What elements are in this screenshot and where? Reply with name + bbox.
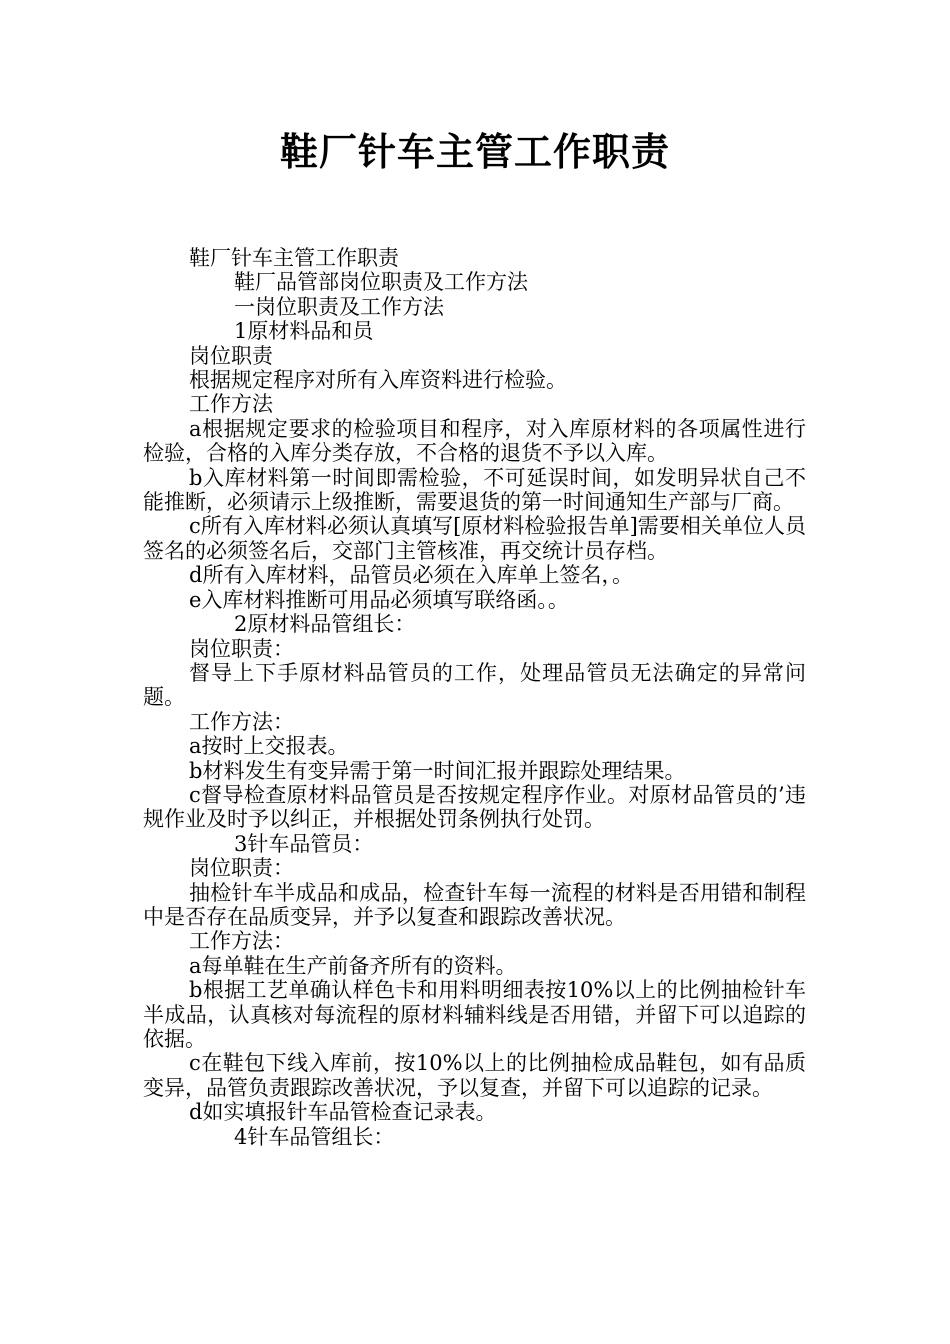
paragraph: b材料发生有变异需于第一时间汇报并跟踪处理结果。 [189, 758, 686, 783]
paragraph: 鞋厂品管部岗位职责及工作方法 [234, 270, 528, 295]
paragraph: 根据规定程序对所有入库资料进行检验。 [189, 368, 567, 393]
paragraph: b根据工艺单确认样色卡和用料明细表按10%以上的比例抽检针车半成品，认真核对每流程的原材料辅料线是否用错，并留下可以追踪的依据。 [143, 978, 806, 1051]
paragraph: 工作方法： [189, 929, 294, 954]
paragraph: 抽检针车半成品和成品，检查针车每一流程的材料是否用错和制程中是否存在品质变异，并予以复查和跟踪改善状况。 [143, 880, 806, 929]
paragraph: 4针车品管组长： [234, 1124, 395, 1149]
paragraph: 岗位职责 [189, 343, 273, 368]
paragraph: c所有入库材料必须认真填写[原材料检验报告单]需要相关单位人员签名的必须签名后，交部门主管核准，再交统计员存档。 [143, 514, 806, 563]
paragraph: 2原材料品管组长： [234, 612, 416, 637]
paragraph: 工作方法 [189, 392, 273, 417]
paragraph: a根据规定要求的检验项目和程序，对入库原材料的各项属性进行检验，合格的入库分类存放，不合格的退货不予以入库。 [143, 416, 806, 466]
paragraph: a按时上交报表。 [189, 734, 349, 759]
page-title: 鞋厂针车主管工作职责 [279, 130, 670, 174]
paragraph: c在鞋包下线入库前，按10%以上的比例抽检成品鞋包，如有品质变异，品管负责跟踪改善状况，予以复查，并留下可以追踪的记录。 [143, 1051, 806, 1100]
paragraph: e入库材料推断可用品必须填写联络函。。 [189, 587, 569, 612]
paragraph: b入库材料第一时间即需检验，不可延误时间，如发明异状自己不能推断，必须请示上级推断，需要退货的第一时间通知生产部与厂商。 [143, 465, 806, 515]
paragraph: 3针车品管员： [234, 831, 374, 856]
paragraph: 一岗位职责及工作方法 [234, 294, 444, 319]
paragraph: a每单鞋在生产前备齐所有的资料。 [189, 953, 517, 978]
paragraph: 岗位职责： [189, 636, 294, 661]
paragraph: c督导检查原材料品管员是否按规定程序作业。对原材品管员的’违规作业及时予以纠正，并根据处罚条例执行处罚。 [143, 782, 806, 832]
document-body [143, 246, 806, 1149]
paragraph: d所有入库材料，品管员必须在入库单上签名，。 [189, 563, 633, 588]
paragraph: 工作方法： [189, 709, 294, 734]
paragraph: d如实填报针车品管检查记录表。 [189, 1100, 497, 1125]
paragraph: 1原材料品和员 [234, 319, 374, 344]
paragraph: 岗位职责： [189, 856, 294, 881]
paragraph: 鞋厂针车主管工作职责 [189, 246, 399, 270]
paragraph: 督导上下手原材料品管员的工作，处理品管员无法确定的异常问题。 [143, 660, 806, 710]
